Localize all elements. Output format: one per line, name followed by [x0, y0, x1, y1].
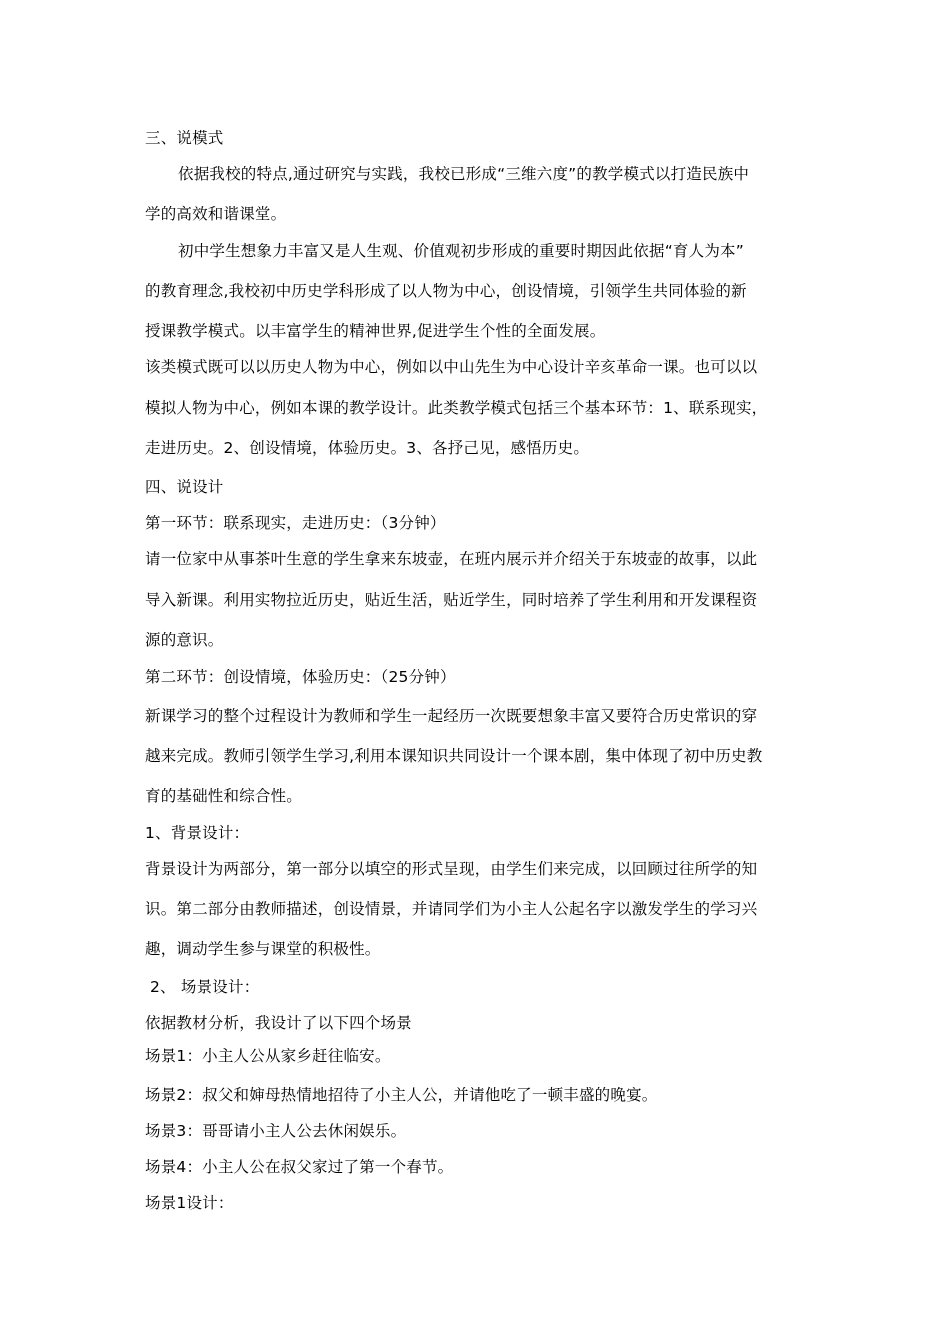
- paragraph-line: 导入新课。利用实物拉近历史，贴近生活，贴近学生，同时培养了学生利用和开发课程资: [145, 591, 758, 609]
- scene-item-3: 场景3：哥哥请小主人公去休闲娱乐。: [145, 1122, 407, 1140]
- paragraph-line: 授课教学模式。以丰富学生的精神世界,促进学生个性的全面发展。: [145, 322, 606, 340]
- paragraph-line: 源的意识。: [145, 631, 224, 649]
- section-heading-design: 四、说设计: [145, 478, 224, 496]
- paragraph-line: 该类模式既可以以历史人物为中心，例如以中山先生为中心设计辛亥革命一课。也可以以: [145, 358, 758, 376]
- paragraph-line: 模拟人物为中心，例如本课的教学设计。此类教学模式包括三个基本环节：1、联系现实，: [145, 399, 768, 417]
- paragraph-line: 依据教材分析，我设计了以下四个场景: [145, 1014, 412, 1032]
- stage-heading-2: 第二环节：创设情境，体验历史：（25分钟）: [145, 668, 456, 686]
- paragraph-line: 依据我校的特点,通过研究与实践，我校已形成“三维六度”的教学模式以打造民族中: [178, 165, 750, 183]
- subheading-scenes: 2、 场景设计：: [150, 978, 260, 996]
- paragraph-line: 背景设计为两部分，第一部分以填空的形式呈现，由学生们来完成，以回顾过往所学的知: [145, 860, 758, 878]
- scene-item-1: 场景1：小主人公从家乡赶往临安。: [145, 1047, 391, 1065]
- scene-item-2: 场景2：叔父和婶母热情地招待了小主人公，并请他吃了一顿丰盛的晚宴。: [145, 1086, 658, 1104]
- paragraph-line: 学的高效和谐课堂。: [145, 205, 287, 223]
- stage-heading-1: 第一环节：联系现实，走进历史：（3分钟）: [145, 514, 446, 532]
- paragraph-line: 识。第二部分由教师描述，创设情景，并请同学们为小主人公起名字以激发学生的学习兴: [145, 900, 758, 918]
- paragraph-line: 越来完成。教师引领学生学习,利用本课知识共同设计一个课本剧，集中体现了初中历史教: [145, 747, 763, 765]
- paragraph-line: 初中学生想象力丰富又是人生观、价值观初步形成的重要时期因此依据“育人为本”: [178, 242, 744, 260]
- paragraph-line: 走进历史。2、创设情境，体验历史。3、各抒己见，感悟历史。: [145, 439, 590, 457]
- paragraph-line: 育的基础性和综合性。: [145, 787, 303, 805]
- section-heading-mode: 三、说模式: [145, 129, 224, 147]
- paragraph-line: 请一位家中从事茶叶生意的学生拿来东坡壶，在班内展示并介绍关于东坡壶的故事，以此: [145, 550, 758, 568]
- paragraph-line: 新课学习的整个过程设计为教师和学生一起经历一次既要想象丰富又要符合历史常识的穿: [145, 707, 758, 725]
- paragraph-line: 趣，调动学生参与课堂的积极性。: [145, 940, 381, 958]
- scene-item-4: 场景4：小主人公在叔父家过了第一个春节。: [145, 1158, 454, 1176]
- scene-design-heading: 场景1设计：: [145, 1194, 234, 1212]
- paragraph-line: 的教育理念,我校初中历史学科形成了以人物为中心，创设情境，引领学生共同体验的新: [145, 282, 747, 300]
- subheading-background: 1、背景设计：: [145, 824, 250, 842]
